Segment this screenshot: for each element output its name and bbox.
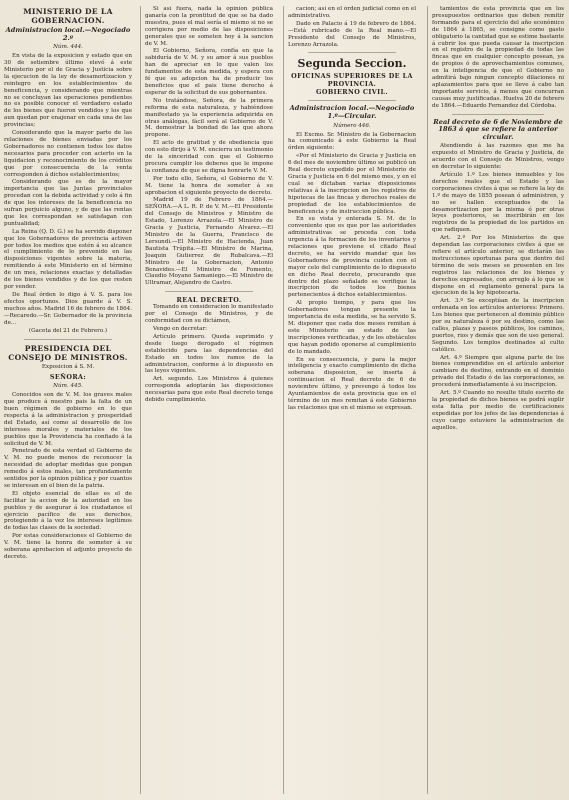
paragraph: El acto de gratitud y de obediencia que con esto dirijo á V. M. encierra un testimonio de la sinceridad con que el Gobierno procura cumplir los deberes que le impone la confianza de que se digna honrarle V. M. <box>145 140 273 174</box>
article-number: Núm. 445. <box>53 383 83 390</box>
paragraph: tamientos de esta provincia que en los presupuestos ordinarios que deben remitir formando para el ejercicio del año económico de 1864 á 1865, se consigne como gasto obligatorio la cantidad que se estime bastante á cubrir los que pueda causar la inscripcion en el registro de la propiedad de todas las fincas que en cualquier concepto posean, ya de propios ó de aprovechamientos comunes, en la inteligencia de que el Gobierno no admitirá bajo ningun concepto dilaciones ni aplazamientos para que se lleve á cabo tan importante servicio, á menos que concurran causas muy justificadas. Huelva 20 de febrero de 1864.—Eduardo Fernandez del Córdoba. <box>432 6 564 109</box>
paragraph: Art. 5.º Cuando no resulte titulo escrito de la propiedad de dichos bienes se podrá suplir esta falta por medio de certificaciones expedidas por los jefes de las dependencias á cuyo cargo estuviere la administracion de aquellos. <box>432 390 564 431</box>
paragraph: En vista de la exposicion y estado que en 30 de setiembre último elevó á este Ministerio por el de Gracia y Justicia sobre la ejecucion de la ley de desamortizacion y reintegro en los establecimientos de beneficencia, y considerando que mientras no se concluyan las operaciones pendientes no es posible conocer el verdadero estado de los bienes que fueron vendidos y los que aun quedan por enajenar en cada una de las provincias; <box>4 53 132 129</box>
paragraph: Madrid 19 de Febrero de 1864.—SEÑORA.—A L. R. P. de V. M.—El Presidente del Consejo de Ministros y Ministro de Estado, Lorenzo Arrazola.—El Ministro de Gracia y Justicia, Fernando Alvarez.—El Ministro de la Guerra, Francisco de Lersundi.—El Ministro de Hacienda, Juan Bautista Trúpita.—El Ministro de Marina, Joaquin Gutierrez de Rubalcava.—El Ministro de la Gobernacion, Antonio Benavides.—El Ministro de Fomento, Claudio Moyano Samaniego.—El Ministro de Ultramar, Alejandro de Castro. <box>145 197 273 287</box>
paragraph: Tomando en consideracion lo manifestado por el Consejo de Ministros, y de conformidad con su dictámen, <box>145 304 273 325</box>
paragraph: Artículo primero. Queda suprimido y desde luego derogado el régimen establecido para las dependencias del Estado en todos los ramos de la administracion, conforme á lo dispuesto en las leyes vigentes. <box>145 333 273 375</box>
gazette-reference: (Gaceta del 21 de Febrero.) <box>28 328 108 335</box>
paragraph: Considerando que la mayor parte de las relaciones de bienes enviadas por los Gobernadores no contienen todos los datos necesarios para proceder con acierto en la liquidacion y reconocimiento de los créditos que por consecuencia de la venta corresponden á dichos establecimientos; <box>4 130 132 178</box>
column-rule <box>140 6 141 794</box>
paragraph: Vengo en decretar: <box>153 325 208 332</box>
ministry-header: MINISTERIO DE LA GOBERNACION. <box>23 7 113 25</box>
paragraph: En su consecuencia, y para la mejor inteligencia y exacto cumplimiento de dicha soberana disposicion, se inserta á continuacion el Real decreto de 6 de noviembre último, y prevengo á todos los Ayuntamientos de esta provincia que en el término de un mes remitan á este Gobierno las relaciones que en el mismo se expresan. <box>288 356 416 411</box>
paragraph: Por estas consideraciones el Gobierno de V. M. tiene la honra de someter á su soberana aprobacion el adjunto proyecto de decreto. <box>4 533 132 560</box>
paragraph: No tratándose, Señora, de la primera reforma de esta naturaleza, y habiéndose manifestado ya la experiencia adquirida en otras análogas, fácil será al Gobierno de V. M. demostrar la bondad de las que ahora propone. <box>145 97 273 139</box>
column-1 <box>4 6 132 796</box>
separator <box>165 291 253 292</box>
presidency-header: PRESIDENCIA DEL CONSEJO DE MINISTROS. <box>8 344 128 363</box>
paragraph: Artículo 1.º Los bienes inmuebles y los derechos reales que el Estado y las corporaciones civiles á que se refiere la ley de 1.º de mayo de 1855 posean ó administren, y no se hallen exceptuados de la desamortizacion por la misma ó por otras leyes posteriores, se inscribirán en los registros de la propiedad de los partidos en que radiquen. <box>432 172 564 234</box>
section-subheader: Administracion local.—Negociado 1.º—Circular. <box>289 104 415 121</box>
separator <box>308 100 396 101</box>
paragraph: El Gobierno, Señora, confía en que la sabiduría de V. M. y su amor á sus pueblos han de apreciar en lo que valen los fundamentos de esta medida, y espera con fé que su adopcion ha de producir los beneficios que el pais tiene derecho á esperar de la solicitud de sus gobernantes. <box>145 48 273 96</box>
column-3 <box>288 6 416 796</box>
column-rule <box>283 6 284 794</box>
salutation: SEÑORA: <box>49 373 87 382</box>
paragraph: cacion; así en el órden judicial como en el administrativo. <box>288 6 416 19</box>
paragraph: «Por el Ministerio de Gracia y Justicia en 6 del mes de noviembre último se publicó un Real decreto expedido por el Ministerio de Gracia y Justicia en 6 del mismo mes, y en el cual se dictaban varias disposiciones relativas á la inscripcion en los registros de hipotecas de las fincas y derechos reales de propiedad de los establecimientos de beneficencia y de instruccion pública. <box>288 153 416 215</box>
article-number: Núm. 444. <box>53 44 83 51</box>
paragraph: Conocidos son de V. M. los graves males que produce á nuestro pais la falta de un buen régimen de gobierno en lo que respecta á la administracion y prosperidad del Estado, así como al desarrollo de los intereses morales y materiales de los pueblos que la Providencia ha confiado á la solicitud de V. M. <box>4 392 132 447</box>
column-rule <box>427 6 428 794</box>
paragraph: La Reina (Q. D. G.) se ha servido disponer que los Gobernadores de provincia activen por todos los medios que estén á su alcance el cumplimiento de lo prevenido en las disposiciones vigentes sobre la materia, remitiendo á este Ministerio en el término de un mes, relaciones exactas y detalladas de los bienes vendidos y de los que resten por vender. <box>4 228 132 290</box>
paragraph: Atendiendo á las razones que me ha expuesto el Ministro de Gracia y Justicia, de acuerdo con el Consejo de Ministros, vengo en decretar lo siguiente: <box>432 143 564 171</box>
paragraph: El objeto esencial de ellas es el de facilitar la accion de la autoridad en los pueblos y de asegurar á los ciudadanos el ejercicio pacífico de sus derechos, protegiendo á la vez los intereses legítimos de todas las clases de la sociedad. <box>4 490 132 532</box>
paragraph: De Real órden lo digo á V. S. para los efectos oportunos. Dios guarde á V. S. muchos años. Madrid 16 de febrero de 1864.—Recaredo.—Sr. Gobernador de la provincia de... <box>4 291 132 326</box>
paragraph: Penetrado de esta verdad el Gobierno de V. M. no puede menos de reconocer la necesidad de adoptar medidas que pongan remedio á estos males, tan profundamente sentidos por la opinion pública y por cuantos se interesan en el bien de la patria. <box>4 448 132 489</box>
exposition-title: Exposicion á S. M. <box>41 364 95 371</box>
paragraph: Si así fuera, nada la opinion pública ganaría con la prontitud de que se ha dado muestra, pues el mal sería el mismo si no se corrigiera por medio de las disposiciones generales que se someten hoy á la sancion de V. M. <box>145 6 273 47</box>
paragraph: Art. segundo. Los Ministros á quienes corresponda adoptarán las disposiciones necesarias para que este Real decreto tenga debido cumplimiento. <box>145 376 273 404</box>
offices-header: OFICINAS SUPERIORES DE LA PROVINCIA. <box>291 72 413 89</box>
paragraph: Por todo ello, Señora, el Gobierno de V. M. tiene la honra de someter á su aprobacion el siguiente proyecto de decreto. <box>145 175 273 196</box>
paragraph: Art. 2.º Por los Ministerios de que dependan las corporaciones civiles á que se refiere el artículo anterior, se dictarán las instrucciones oportunas para que dentro del término de seis meses se presenten en los registros las relaciones de los bienes y derechos expresados, con arreglo á lo que se dispone en el reglamento general para la ejecucion de la ley hipotecaria. <box>432 235 564 297</box>
separator <box>308 52 396 53</box>
article-number: Número 446. <box>333 122 371 129</box>
paragraph: Dado en Palacio á 19 de febrero de 1864.—Está rubricado de la Real mano.—El Presidente del Consejo de Ministros, Lorenzo Arrazola. <box>288 20 416 48</box>
section-subheader: Administracion local.—Negociado 2.º <box>5 26 131 42</box>
paragraph: Considerando que es de la mayor importancia que las Juntas provinciales procedan con la debida actividad y celo á fin de que los intereses de la beneficencia no sufran perjuicio alguno, y de que las rentas que les correspondan se satisfagan con puntualidad; <box>4 179 132 227</box>
paragraph: Art. 4.º Siempre que alguna parte de los bienes comprendidos en el artículo anterior cambiare de destino, entrando en el dominio privado del Estado ó de las corporaciones, se procederá inmediatamente á su inscripcion. <box>432 354 564 389</box>
government-header: GOBIERNO CIVIL. <box>316 88 388 97</box>
column-4 <box>432 6 564 796</box>
decree-title: REAL DECRETO. <box>176 296 242 305</box>
section-title: Segunda Seccion. <box>297 57 407 71</box>
paragraph: El Excmo. Sr. Ministro de la Gobernacion ha comunicado á este Gobierno la Real órden siguiente: <box>288 131 416 152</box>
separator <box>24 339 112 340</box>
paragraph: Art. 3.º Se exceptúan de la inscripcion ordenada en los artículos anteriores: Primero. Los bienes que pertenecen al dominio público por su naturaleza ó por su destino, como las calles, plazas y paseos públicos, los caminos, puertos, rios y demás que son de uso general. Segundo. Los templos destinados al culto católico. <box>432 298 564 353</box>
decree-subheader: Real decreto de 6 de Noviembre de 1863 á que se refiere la anterior circular. <box>433 117 563 141</box>
column-2 <box>145 6 273 796</box>
paragraph: En su vista y enterada S. M. de lo conveniente que es que por las autoridades administrativas se proceda con toda urgencia á la formacion de los inventarios y relaciones que previene el citado Real decreto, se ha servido mandar que los Gobernadores de provincia cuiden con el mayor celo del cumplimiento de lo dispuesto en dicho Real decreto, procurando que dentro del plazo señalado se verifique la inscripcion de todos los bienes pertenecientes á dichos establecimientos. <box>288 216 416 299</box>
separator <box>452 114 544 115</box>
paragraph: Al propio tiempo, y para que los Gobernadores tengan presente la importancia de esta medida, se ha servido S. M. disponer que cada dos meses remitan á este Ministerio un estado de las inscripciones verificadas, y de los obstáculos que hayan podido oponerse al cumplimiento de lo mandado. <box>288 300 416 355</box>
